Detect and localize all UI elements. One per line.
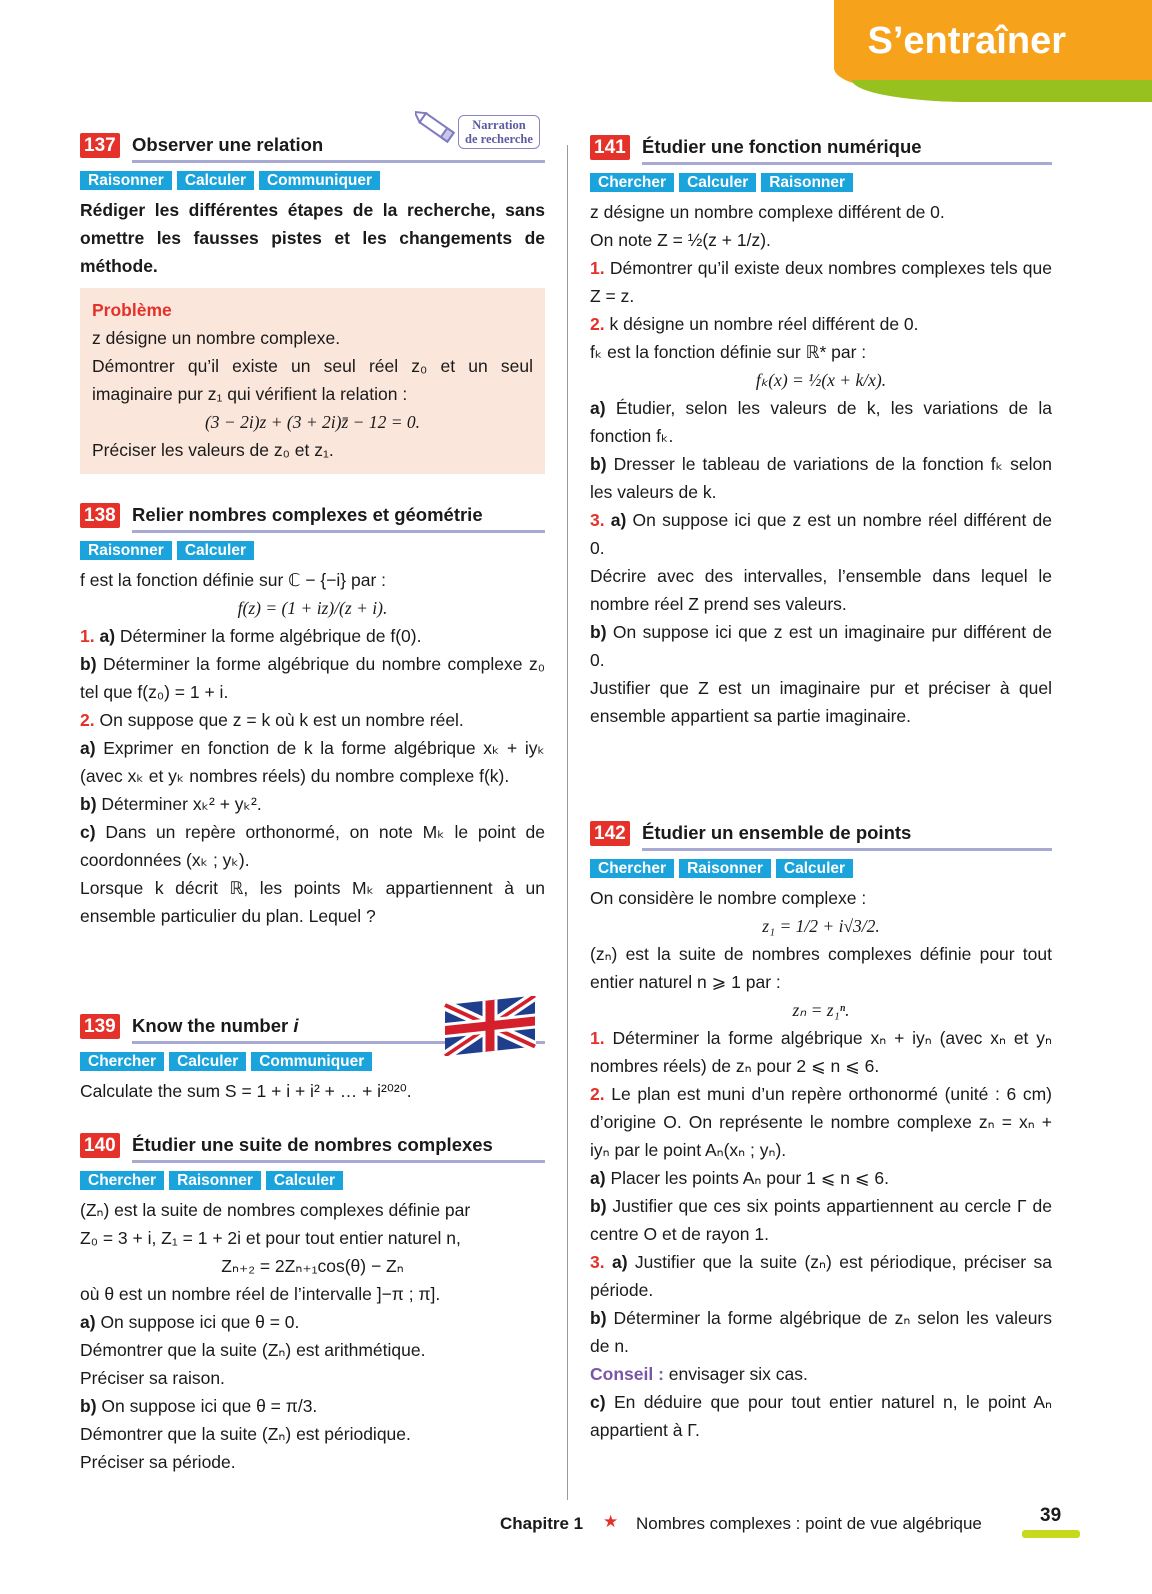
tag-chercher: Chercher bbox=[590, 173, 674, 192]
equation: fₖ(x) = ½(x + k/x). bbox=[755, 370, 887, 390]
title-rule bbox=[132, 1160, 545, 1163]
tag-raisonner: Raisonner bbox=[679, 859, 771, 878]
star-icon: ★ bbox=[603, 1512, 619, 1531]
question-3a-line: Décrire avec des intervalles, l’ensemble dans lequel le nombre réel Z prend ses valeurs. bbox=[590, 566, 1052, 614]
exercise-number: 140 bbox=[80, 1133, 120, 1158]
question-2b: b) Déterminer xₖ² + yₖ². bbox=[80, 794, 262, 814]
question-2: 2. k désigne un nombre réel différent de 0. bbox=[590, 314, 919, 334]
question-3c: c) En déduire que pour tout entier naturel n, le point Aₙ appartient à Γ. bbox=[590, 1392, 1052, 1440]
banner-accent bbox=[852, 80, 1152, 102]
exercise-141 bbox=[590, 135, 1052, 730]
tag-calculer: Calculer bbox=[266, 1171, 343, 1190]
question-a-line: Démontrer que la suite (Zₙ) est arithmétique. bbox=[80, 1340, 426, 1360]
tag-calculer: Calculer bbox=[679, 173, 756, 192]
problem-line: Préciser les valeurs de z₀ et z₁. bbox=[92, 440, 334, 460]
question-1b: b) Déterminer la forme algébrique du nombre complexe z₀ tel que f(z₀) = 1 + i. bbox=[80, 654, 545, 702]
question-a: a) On suppose ici que θ = 0. bbox=[80, 1312, 300, 1332]
column-divider bbox=[567, 145, 568, 1500]
question-1: 1. Déterminer la forme algébrique xₙ + iyₙ (avec xₙ et yₙ nombres réels) de zₙ pour 2 ⩽ n ⩽ 6. bbox=[590, 1028, 1052, 1076]
statement-line: fₖ est la fonction définie sur ℝ* par : bbox=[590, 342, 867, 362]
exercise-137 bbox=[80, 118, 545, 474]
tag-chercher: Chercher bbox=[590, 859, 674, 878]
equation: zₙ = z₁ⁿ. bbox=[792, 1000, 850, 1020]
statement-line: (zₙ) est la suite de nombres complexes définie pour tout entier naturel n ⩾ 1 par : bbox=[590, 944, 1052, 992]
statement-line: f est la fonction définie sur ℂ − {−i} par : bbox=[80, 570, 387, 590]
exercise-intro: Rédiger les différentes étapes de la recherche, sans omettre les fausses pistes et les changements de méthode. bbox=[80, 200, 545, 276]
pencil-icon bbox=[415, 108, 461, 150]
question-2a: a) Étudier, selon les valeurs de k, les variations de la fonction fₖ. bbox=[590, 398, 1052, 446]
exercise-number: 138 bbox=[80, 503, 120, 528]
statement-line: On considère le nombre complexe : bbox=[590, 888, 867, 908]
section-title: S’entraîner bbox=[867, 20, 1066, 62]
problem-equation: (3 − 2i)z + (3 + 2i)z̄ − 12 = 0. bbox=[204, 412, 421, 432]
problem-line: z désigne un nombre complexe. bbox=[92, 328, 341, 348]
equation: f(z) = (1 + iz)/(z + i). bbox=[237, 598, 388, 618]
question-1a: 1. a) Déterminer la forme algébrique de f(0). bbox=[80, 626, 422, 646]
skill-tags bbox=[80, 171, 545, 190]
skill-tags bbox=[590, 859, 1052, 878]
question-2b: b) Dresser le tableau de variations de la fonction fₖ selon les valeurs de k. bbox=[590, 454, 1052, 502]
exercise-number: 139 bbox=[80, 1014, 120, 1039]
question-b: b) On suppose ici que θ = π/3. bbox=[80, 1396, 318, 1416]
title-rule bbox=[132, 160, 545, 163]
statement-line: On note Z = ½(z + 1/z). bbox=[590, 230, 771, 250]
tag-communiquer: Communiquer bbox=[251, 1052, 372, 1071]
title-rule bbox=[642, 162, 1052, 165]
tag-calculer: Calculer bbox=[169, 1052, 246, 1071]
question-2: 2. On suppose que z = k où k est un nombre réel. bbox=[80, 710, 464, 730]
exercise-138 bbox=[80, 503, 545, 930]
tag-calculer: Calculer bbox=[776, 859, 853, 878]
problem-line: Démontrer qu’il existe un seul réel z₀ et un seul imaginaire pur z₁ qui vérifient la relation : bbox=[92, 356, 533, 404]
question-2b: b) Justifier que ces six points appartiennent au cercle Γ de centre O et de rayon 1. bbox=[590, 1196, 1052, 1244]
statement-line: Calculate the sum S = 1 + i + i² + … + i²⁰²⁰. bbox=[80, 1081, 412, 1101]
tag-raisonner: Raisonner bbox=[761, 173, 853, 192]
question-3b: b) On suppose ici que z est un imaginaire pur différent de 0. bbox=[590, 622, 1052, 670]
statement-line: z désigne un nombre complexe différent de 0. bbox=[590, 202, 945, 222]
problem-box bbox=[80, 288, 545, 474]
statement-line: où θ est un nombre réel de l’intervalle ]−π ; π]. bbox=[80, 1284, 441, 1304]
equation: z₁ = 1/2 + i√3/2. bbox=[762, 916, 880, 936]
footer-title: Nombres complexes : point de vue algébrique bbox=[636, 1514, 982, 1533]
question-b-line: Préciser sa période. bbox=[80, 1452, 236, 1472]
tag-chercher: Chercher bbox=[80, 1171, 164, 1190]
tag-raisonner: Raisonner bbox=[80, 541, 172, 560]
problem-title: Problème bbox=[92, 300, 172, 320]
exercise-title: Étudier un ensemble de points bbox=[642, 822, 912, 843]
question-3b: b) Déterminer la forme algébrique de zₙ selon les valeurs de n. bbox=[590, 1308, 1052, 1356]
page-number: 39 bbox=[1040, 1505, 1062, 1526]
skill-tags bbox=[590, 173, 1052, 192]
question-2c-continued: Lorsque k décrit ℝ, les points Mₖ appartiennent à un ensemble particulier du plan. Lequel ? bbox=[80, 878, 545, 926]
uk-flag-icon bbox=[444, 996, 536, 1056]
tag-raisonner: Raisonner bbox=[169, 1171, 261, 1190]
footer-chapter: Chapitre 1 bbox=[500, 1514, 584, 1533]
tag-calculer: Calculer bbox=[177, 541, 254, 560]
narration-badge: Narration de recherche bbox=[458, 115, 540, 149]
exercise-title: Observer une relation bbox=[132, 134, 324, 155]
exercise-title: Étudier une fonction numérique bbox=[642, 136, 922, 157]
question-2a: a) Placer les points Aₙ pour 1 ⩽ n ⩽ 6. bbox=[590, 1168, 889, 1188]
exercise-title: Know the number i bbox=[132, 1015, 299, 1036]
exercise-number: 142 bbox=[590, 821, 630, 846]
tag-chercher: Chercher bbox=[80, 1052, 164, 1071]
question-b-line: Démontrer que la suite (Zₙ) est périodique. bbox=[80, 1424, 411, 1444]
question-1: 1. Démontrer qu’il existe deux nombres complexes tels que Z = z. bbox=[590, 258, 1052, 306]
title-rule bbox=[642, 848, 1052, 851]
exercise-142 bbox=[590, 821, 1052, 1444]
exercise-139 bbox=[80, 1014, 545, 1105]
question-3a: 3. a) Justifier que la suite (zₙ) est périodique, préciser sa période. bbox=[590, 1252, 1052, 1300]
statement-line: (Zₙ) est la suite de nombres complexes définie par bbox=[80, 1200, 471, 1220]
exercise-title: Étudier une suite de nombres complexes bbox=[132, 1134, 493, 1155]
tag-communiquer: Communiquer bbox=[259, 171, 380, 190]
question-3b-line: Justifier que Z est un imaginaire pur et préciser à quel ensemble appartient sa partie imaginaire. bbox=[590, 678, 1052, 726]
question-2a: a) Exprimer en fonction de k la forme algébrique xₖ + iyₖ (avec xₖ et yₖ nombres réels) du nombre complexe f(k). bbox=[80, 738, 545, 786]
advice: Conseil : envisager six cas. bbox=[590, 1364, 808, 1384]
exercise-title: Relier nombres complexes et géométrie bbox=[132, 504, 483, 525]
question-2: 2. Le plan est muni d’un repère orthonormé (unité : 6 cm) d’origine O. On représente le nombre complexe zₙ = xₙ + iyₙ par le point Aₙ(xₙ ; yₙ). bbox=[590, 1084, 1052, 1160]
question-2c: c) Dans un repère orthonormé, on note Mₖ le point de coordonnées (xₖ ; yₖ). bbox=[80, 822, 545, 870]
exercise-number: 137 bbox=[80, 133, 120, 158]
exercise-140 bbox=[80, 1133, 545, 1476]
skill-tags bbox=[80, 1171, 545, 1190]
question-3a: 3. a) On suppose ici que z est un nombre réel différent de 0. bbox=[590, 510, 1052, 558]
page-number-underline bbox=[1022, 1530, 1080, 1538]
exercise-number: 141 bbox=[590, 135, 630, 160]
title-rule bbox=[132, 530, 545, 533]
statement-line: Z₀ = 3 + i, Z₁ = 1 + 2i et pour tout entier naturel n, bbox=[80, 1228, 461, 1248]
skill-tags bbox=[80, 541, 545, 560]
tag-raisonner: Raisonner bbox=[80, 171, 172, 190]
question-a-line: Préciser sa raison. bbox=[80, 1368, 225, 1388]
equation: Zₙ₊₂ = 2Zₙ₊₁cos(θ) − Zₙ bbox=[221, 1256, 404, 1276]
tag-calculer: Calculer bbox=[177, 171, 254, 190]
